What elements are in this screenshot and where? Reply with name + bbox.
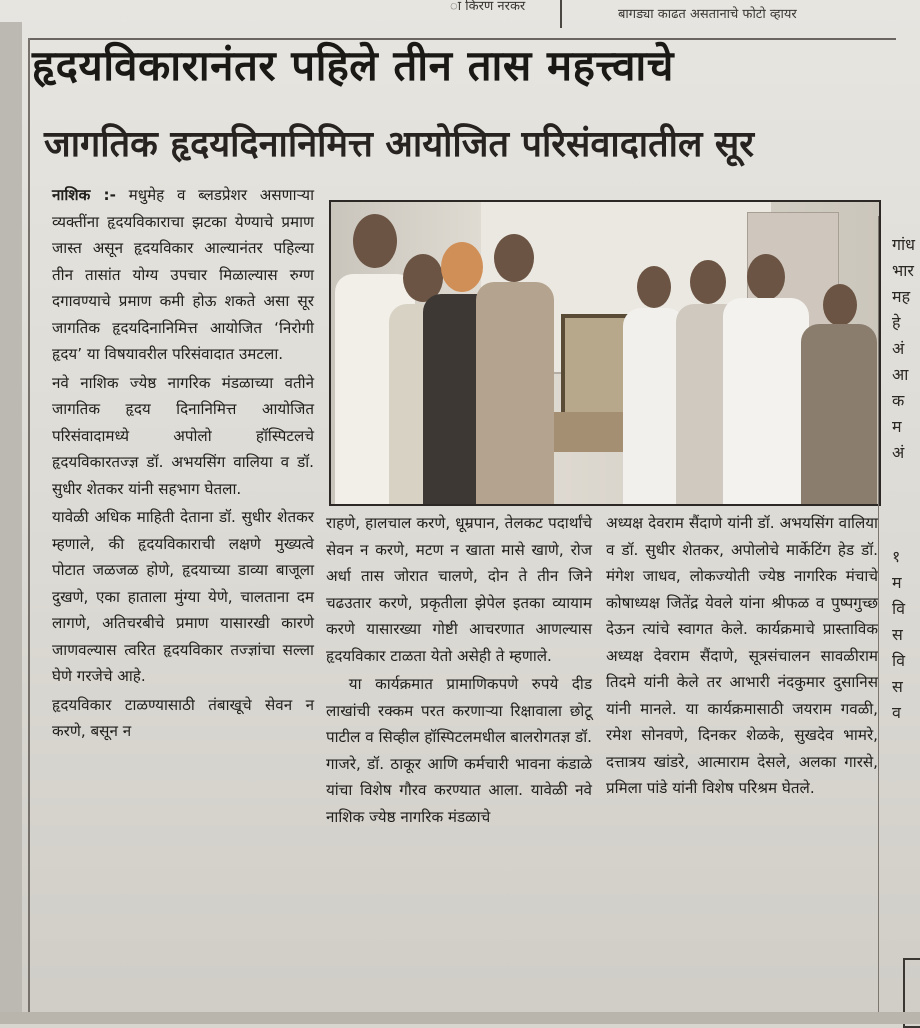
- fragment-line: १: [892, 547, 901, 566]
- headline: हृदयविकारानंतर पहिले तीन तास महत्त्वाचे: [32, 41, 674, 90]
- fragment-line: म: [892, 417, 902, 436]
- fragment-line: हे: [892, 313, 901, 332]
- top-strip-divider: [560, 0, 562, 28]
- article-column-3: [606, 510, 878, 804]
- photo-person: [801, 284, 877, 504]
- article-column-2: [326, 510, 592, 832]
- event-photo: [329, 200, 881, 506]
- fragment-line: अं: [892, 339, 905, 358]
- fragment-line: गांध: [892, 235, 915, 254]
- left-page-edge: [0, 22, 22, 1024]
- fragment-line: वि: [892, 651, 906, 670]
- dateline: नाशिक :-: [52, 186, 116, 204]
- fragment-line: स: [892, 625, 903, 644]
- fragment-line: मह: [892, 287, 911, 306]
- paragraph-text: मधुमेह व ब्लडप्रेशर असणाऱ्या व्यक्तींना हृदयविकाराचा झटका येण्याचे प्रमाण जास्त असून हृदयविकार आल्यानंतर पहिल्या तीन तासांत योग्य उपचार मिळाल्यास रुग्ण दगावण्याचे प्रमाण कमी होऊ शकते असा सूर जागतिक हृदयदिनानिमित्त आयोजित ‘निरोगी हृदय’ या विषयावरील परिसंवादात उमटला.: [52, 186, 315, 363]
- paragraph: [52, 182, 314, 368]
- photo-person: [723, 254, 809, 504]
- adjacent-article-fragment: [892, 232, 920, 726]
- article-top-rule: [28, 38, 896, 40]
- article-left-rule: [28, 38, 30, 1024]
- article-column-1: [52, 182, 314, 747]
- right-column-rule: [878, 216, 879, 1024]
- fragment-line: भार: [892, 261, 914, 280]
- fragment-line: क: [892, 391, 905, 410]
- fragment-line: [892, 466, 920, 492]
- top-strip: [0, 0, 920, 28]
- fragment-line: म: [892, 573, 902, 592]
- paragraph: नवे नाशिक ज्येष्ठ नागरिक मंडळाच्या वतीने जागतिक हृदय दिनानिमित्त आयोजित परिसंवादामध्ये अपोलो हॉस्पिटलचे हृदयविकारतज्ज्ञ डॉ. अभयसिंग वालिया व डॉ. सुधीर शेतकर यांनी सहभाग घेतला.: [52, 373, 314, 498]
- top-strip-right-text: बागड्या काढत असतानाचे फोटो व्हायर: [618, 7, 797, 22]
- paragraph: हृदयविकार टाळण्यासाठी तंबाखूचे सेवन न करणे, बसून न: [52, 695, 314, 740]
- bottom-edge: [0, 1012, 920, 1024]
- fragment-line: अं: [892, 443, 905, 462]
- fragment-line: स: [892, 677, 903, 696]
- subheadline: जागतिक हृदयदिनानिमित्त आयोजित परिसंवादातील सूर: [44, 124, 754, 165]
- photo-person: [476, 234, 554, 504]
- fragment-line: व: [892, 703, 901, 722]
- top-strip-left-text: ा किरण नरकर: [450, 0, 526, 14]
- fragment-line: आ: [892, 365, 909, 384]
- fragment-line: वि: [892, 599, 906, 618]
- fragment-line: [892, 492, 920, 518]
- paragraph: अध्यक्ष देवराम सैंदाणे यांनी डॉ. अभयसिंग वालिया व डॉ. सुधीर शेतकर, अपोलोचे मार्केटिंग हेड डॉ. मंगेश जाधव, लोकज्योती ज्येष्ठ नागरिक मंचाचे कोषाध्यक्ष जितेंद्र येवले यांना श्रीफळ व पुष्पगुच्छ देऊन त्यांचे स्वागत केले. कार्यक्रमाचे प्रास्ताविक अध्यक्ष देवराम सैंदाणे, सूत्रसंचालन सावळीराम तिदमे यांनी केले तर आभारी नंदकुमार दुसानिस यांनी मानले. या कार्यक्रमासाठी जयराम गवळी, रमेश सोनवणे, दिनकर शेळके, सुखदेव भामरे, दत्तात्रय खांडरे, आत्माराम देसले, अलका गारसे, प्रमिला पांडे यांनी विशेष परिश्रम घेतले.: [606, 514, 878, 797]
- fragment-line: [892, 518, 920, 544]
- paragraph: राहणे, हालचाल करणे, धूम्रपान, तेलकट पदार्थांचे सेवन न करणे, मटण न खाता मासे खाणे, रोज अर्धा तास जोरात चालणे, दोन ते तीन जिने चढउतार करणे, प्रकृतीला झेपेल इतका व्यायाम करणे यासारख्या गोष्टी आचरणात आणल्यास हृदयविकार टाळता येतो असेही ते म्हणाले.: [326, 514, 592, 665]
- paragraph: या कार्यक्रमात प्रामाणिकपणे रुपये दीड लाखांची रक्कम परत करणाऱ्या रिक्षावाला छोटू पाटील व सिव्हील हॉस्पिटलमधील बालरोगतज्ञ डॉ. गाजरे, डॉ. ठाकूर आणि कर्मचारी भावना कंडाळे यांचा विशेष गौरव करण्यात आला. यावेळी नवे नाशिक ज्येष्ठ नागरिक मंडळाचे: [326, 675, 592, 826]
- paragraph: यावेळी अधिक माहिती देताना डॉ. सुधीर शेतकर म्हणाले, की हृदयविकाराची लक्षणे मुख्यत्वे पोटात जळजळ होणे, हृदयाच्या डाव्या बाजूला दुखणे, एका हाताला मुंग्या येणे, चालताना दम लागणे, अतिचरबीचे प्रमाण यासारखी कारणे जाणवल्यास त्वरित हृदयविकार तज्ज्ञांचा सल्ला घेणे गरजेचे आहे.: [52, 508, 314, 685]
